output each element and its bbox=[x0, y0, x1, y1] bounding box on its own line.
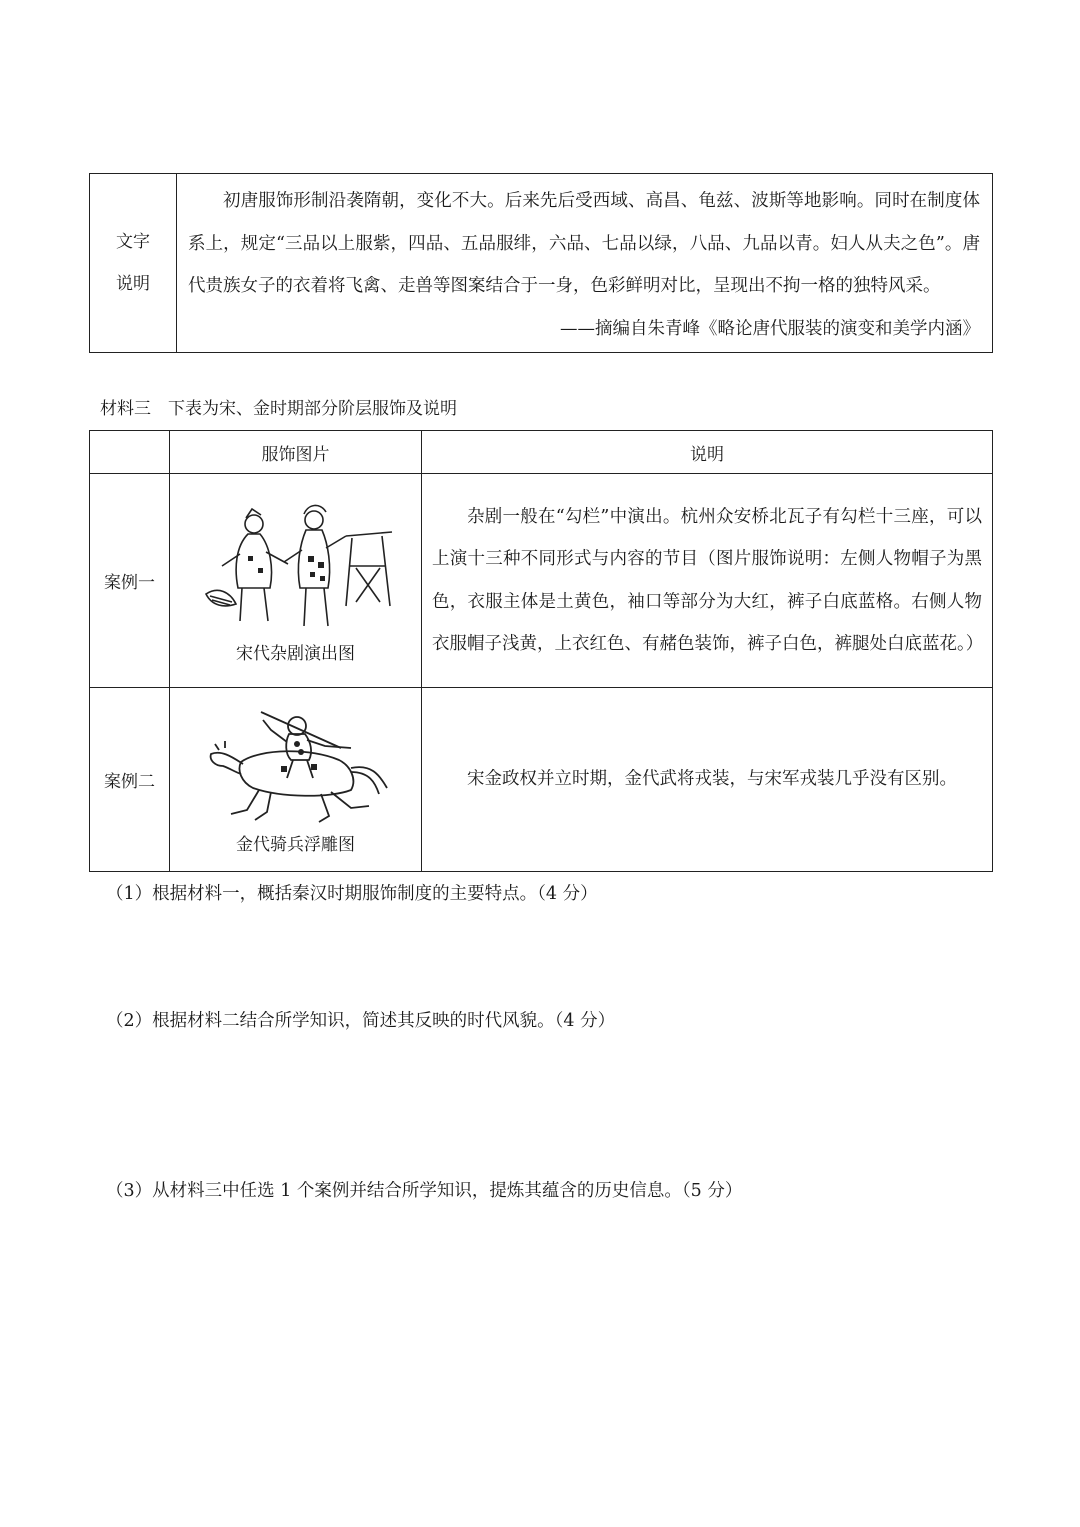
question-1: （1）根据材料一，概括秦汉时期服饰制度的主要特点。（4 分） bbox=[106, 884, 598, 904]
case-label: 案例一 bbox=[90, 474, 170, 688]
header-cell-description: 说明 bbox=[422, 431, 993, 474]
case-description-text: 杂剧一般在“勾栏”中演出。杭州众安桥北瓦子有勾栏十三座，可以上演十三种不同形式与内容的节目（图片服饰说明：左侧人物帽子为黑色，衣服主体是土黄色，袖口等部分为大红，裤子白底蓝格。右侧人物衣服帽子浅黄，上衣红色、有赭色装饰，裤子白色，裤腿处白底蓝花。） bbox=[432, 506, 984, 654]
case-picture-cell bbox=[170, 474, 422, 688]
header-cell-empty bbox=[90, 431, 170, 474]
header-cell-picture: 服饰图片 bbox=[170, 431, 422, 474]
material2-table bbox=[89, 173, 993, 353]
table-header-row bbox=[90, 431, 993, 474]
material2-content bbox=[177, 174, 993, 353]
question-2: （2）根据材料二结合所学知识，简述其反映的时代风貌。（4 分） bbox=[106, 1011, 616, 1031]
material3-table bbox=[89, 430, 993, 872]
material2-label-line: 说明 bbox=[116, 274, 150, 294]
material3-intro: 材料三 下表为宋、金时期部分阶层服饰及说明 bbox=[100, 399, 457, 419]
material2-label-line: 文字 bbox=[116, 232, 150, 252]
case-description bbox=[422, 474, 993, 688]
case-label: 案例二 bbox=[90, 688, 170, 872]
picture-caption: 宋代杂剧演出图 bbox=[236, 643, 355, 664]
case-picture-cell bbox=[170, 688, 422, 872]
song-drama-illustration bbox=[196, 496, 396, 636]
table-row bbox=[90, 474, 993, 688]
case-description bbox=[422, 688, 993, 872]
material2-source: ——摘编自朱青峰《略论唐代服装的演变和美学内涵》 bbox=[560, 318, 980, 339]
question-3: （3）从材料三中任选 1 个案例并结合所学知识，提炼其蕴含的历史信息。（5 分） bbox=[106, 1181, 743, 1201]
table-row bbox=[90, 688, 993, 872]
jin-cavalry-relief bbox=[201, 702, 391, 827]
case-description-text: 宋金政权并立时期，金代武将戎装，与宋军戎装几乎没有区别。 bbox=[467, 769, 957, 790]
material2-label bbox=[90, 174, 177, 353]
material2-paragraph: 初唐服饰形制沿袭隋朝，变化不大。后来先后受西域、高昌、龟兹、波斯等地影响。同时在制度体系上，规定“三品以上服紫，四品、五品服绯，六品、七品以绿，八品、九品以青。妇人从夫之色”。唐代贵族女子的衣着将飞禽、走兽等图案结合于一身，色彩鲜明对比，呈现出不拘一格的独特风采。 bbox=[188, 191, 980, 296]
picture-caption: 金代骑兵浮雕图 bbox=[236, 835, 355, 855]
